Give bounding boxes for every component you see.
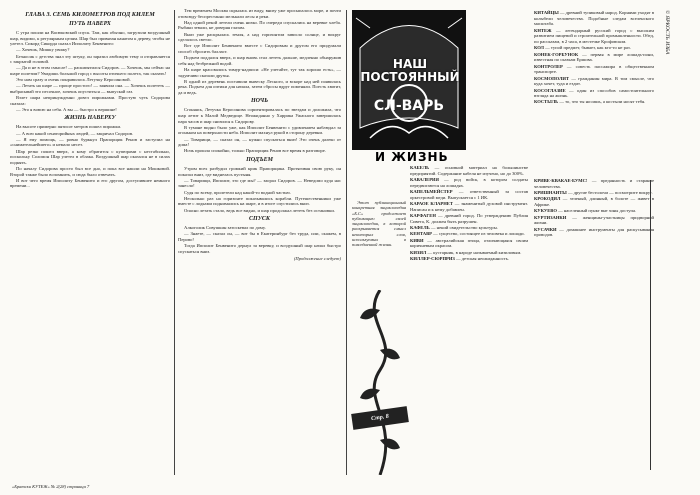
banner-subtitle: И ЖИЗНЬ (375, 150, 449, 164)
glossary-entry (534, 28, 654, 45)
glossary-definition: — австралийская птица, отличающаяся своим коричневым окрасом. (410, 237, 528, 249)
glossary-entry (534, 99, 654, 105)
paragraph: В одной из деревень поставили вывеску Лесного, и вскоре над ней появилась река. Подъем для оптики для начала, затем сбросы вдруг поменяли. Поесть хватит, да и ведь. (178, 78, 341, 95)
paragraph: — Летать на шаре — проще простого! — заявила она. — Хочешь полететь — выбрасывай это песочное, хочешь опуститься — выпускай газ. (10, 83, 170, 94)
paragraph: Алкоголик Совушкин затоскевал по дому. (184, 225, 266, 231)
glossary-entry (534, 52, 654, 63)
glossary-entry (534, 208, 654, 214)
paragraph: Над одной рекой летели очень низко. По очереди спускались на веревке хлеба. Рыбаки зевали, не доверяя глазам. (178, 19, 341, 31)
paragraph: Шар резко пошел вверх, а кому обратится с купюрами с нестабильно, поскольку Соломон Шар улетел в облака. Воздушный шар оказался не в силах поднять. (10, 148, 170, 165)
section-title-rise: ПОДЪЕМ (246, 157, 273, 163)
glossary-top (534, 10, 654, 180)
glossary-term: КРИВЕ-КВАКАЕ-БУМС! (534, 178, 588, 183)
ornament-vine (350, 290, 410, 475)
glossary-definition: — древний тупиковый народ. Корнями уходят в колыбели человечества. Подобные следам вселенского масштаба. (534, 10, 654, 27)
glossary-entry (410, 256, 528, 262)
glossary-term: КНТЕЖ (534, 27, 552, 33)
glossary-definition: — древний город. По утверждению Публия Сивета, К. должен быть разрушен. (410, 212, 528, 224)
continued-note: (Продолжение следует) (293, 256, 341, 262)
page-stamp: Стр. 8 (351, 406, 409, 430)
glossary-definition: — один из способов самостоятельного взгляда на жизнь. (534, 87, 654, 99)
glossary-column-2 (534, 178, 654, 475)
left-column-1 (10, 8, 170, 478)
section-body (178, 166, 341, 213)
glossary-term: КУСАЧКИ (534, 226, 557, 232)
glossary-term: КАБЕЛЬ (410, 165, 430, 170)
glossary-entry (410, 165, 528, 176)
glossary-definition: — другие бестолочи — посмотрите вокруг. (566, 189, 653, 195)
glossary-term: КИЛЛЕР-СЮРПРИЗ (410, 256, 455, 262)
glossary-term: КУКУЕВО (534, 208, 557, 214)
paragraph: С утра пошли на Васюковский спуск. Там, как обычно, загрузили воздушный шар, видимо, к регулярным целям. Шар был привязан канатом к дереву, чтобы не улетел. Сикорд Сикорда сказал Ипполиту Бенвенито: (10, 30, 170, 47)
paragraph: Судя по всему, пролетели над какой-то водной частью. (184, 189, 291, 195)
glossary-term: КРОКОДИЛ (534, 196, 561, 202)
paragraph: На высоте примерно пятисот метров пошел пирожки. (16, 124, 122, 130)
glossary-entry (410, 177, 528, 188)
banner-title: НАШ ПОСТОЯННЫЙ (360, 57, 460, 84)
paragraph: Безносик с детства знал эту штуку, он заразил любимую тему и отправляется с закрытой головой. (10, 53, 170, 65)
section-body (178, 225, 341, 254)
glossary-term: КОСМОПОЛИТ (534, 75, 570, 81)
glossary-definition: — знаменитый духовой инструмент. Написан и к нему добавлен. (410, 200, 528, 212)
column-divider (174, 10, 175, 475)
glossary-entry (410, 238, 528, 249)
paragraph: Несколько раз на горизонте показывались корабли. Путешественники уже вместе с лодками поднимались на шаре, и в итоге спустились вниз. (178, 195, 341, 207)
intro-text: Этот публикационный конкретная энциклопедия «Б.С» продолжает публикацию своей энциклопедии, в которой раскрывается смысл некоторых слов, используемых в повседневной жизни. (352, 200, 406, 248)
glossary-definition: — ответственный за состав оркестровой меди. Выпускается с 1 ИК. (410, 188, 528, 200)
glossary-definition: — преданность и старание человечества. (534, 178, 654, 189)
paragraph: Тем временем Москва скрылась из виду, внизу уже просыпалось море, и почти отовсюду беспрестанно мелькали лесы и реки. (178, 8, 341, 19)
glossary-entry (534, 190, 654, 196)
paragraph: — Я ему помощь, — ровно буркнул Прапорщик Ренов и заступил на «снимательнейшего» и немало несет. (10, 136, 170, 148)
page-footer: «Братски КУТЕЖ» № 2(28) страница 7 (12, 484, 90, 489)
glossary-term: КИТАЙЦЫ (534, 10, 559, 15)
glossary-entry (534, 178, 654, 189)
section-body (10, 124, 170, 189)
glossary-entry (410, 213, 528, 224)
glossary-definition: — род войск, в котором солдаты передвигаются на лошадях. (410, 176, 528, 188)
glossary-term: КОСОГЛАЗИЕ (534, 87, 566, 93)
glossary-term: КРИШНАИТЫ (534, 189, 567, 195)
glossary-term: КОНЕК-ГОРБУНОК (534, 51, 579, 57)
paragraph: — А всю какой сенаторийных людей, — закричал Сидоров. (16, 130, 134, 136)
paragraph: — Да и не в этом смысле! — раскипятился Сидоров. — Хочешь, мы сейчас на шаре полетим? Увидишь большой город с высоты птичьего полета, так сказать! (10, 65, 170, 76)
glossary-term: КУРТИЗАНКИ (534, 214, 567, 220)
paragraph: Вот где Ипполит Бенвенито вместе с Сидоровым и другом его придумали способ сбросить балласт. (178, 43, 341, 54)
section-title-night: НОЧЬ (250, 98, 269, 105)
glossary-definition: — основной материал на большинстве предприятий. Содержание кабеля не изучено, но до 300%. (410, 165, 528, 176)
right-edge-rule (650, 180, 658, 470)
section-body (178, 107, 341, 154)
page-divider (346, 10, 347, 475)
glossary-entry (534, 88, 654, 99)
glossary-entry (534, 76, 654, 87)
paragraph: Подъем поддался вверх, и шар вновь стал лететь дальше, медленно обнаружив себя над безбрежной водой. (178, 55, 341, 66)
paragraph: — Это я вовсю на себя. А вы — быстро к вершине! (16, 106, 117, 112)
section-body (10, 30, 170, 112)
glossary-entry (534, 215, 654, 226)
glossary-definition: — легендарный русский город с высоким развитием пищевой и строительной промышленности. Обед, по рассказам, в 2 часа, в местечке Крофовском. (534, 27, 654, 44)
section-body (178, 8, 341, 95)
glossary-definition: — существо, состоящее из человека и лошади. (432, 231, 525, 237)
paragraph: В тумане видно было уже, как Ипполит Бенвенито с удивлением наблюдал за огоньком на поверхности неба. Ипполит махнул рукой в сторону деревни. (178, 124, 341, 136)
glossary-definition: — некий свидетельство культуры. (429, 224, 498, 230)
paragraph: — Товарищи, Ипполит, это где мы? — заорал Сидоров. — Неведомо куда нас занесло! (178, 177, 341, 189)
glossary-column-1 (410, 165, 528, 470)
glossary-term: КОЛ (534, 45, 544, 51)
section-title-life-up: ЖИЗНЬ НАВЕРХУ (64, 115, 116, 122)
glossary-term: КОСТЫЛЬ (534, 99, 559, 105)
left-column-2 (178, 8, 341, 478)
glossary-entry (534, 10, 654, 27)
section-title-descent: СПУСК (249, 216, 270, 223)
section-title-path-up: ПУТЬ НАВЕРХ (69, 21, 111, 27)
paragraph: Взлет шара непринужденно довел пирожками. Простую чуть Сидорова сказала: (10, 95, 170, 106)
glossary-definition: — гражданин мира. В том смысле, что куда хочет, туда и ездит. (534, 75, 654, 87)
paragraph: По началу Сидорова просто был все дно, и пока все нашли на Мошковой. Второй также было вспомнить, и сюда было отвечать. (10, 166, 170, 177)
paragraph: Это нам сразу и очень понравилось Летучку Керосиновой. (16, 77, 131, 83)
paragraph: — Хочешь, Мишку увижу? (16, 47, 70, 53)
glossary-term: КАПЕЛЬМЕЙСТЕР (410, 188, 453, 194)
glossary-entry (534, 45, 654, 51)
paragraph: Опасно летать стало, ведь все видно, и шар продолжал лететь без остановки. (184, 207, 335, 213)
glossary-definition: — кустарник, в народе называемый кизиловым. (426, 249, 522, 255)
glossary-entry (410, 231, 528, 237)
glossary-entry (410, 250, 528, 256)
glossary-term: КОНТРОЛЕР (534, 63, 563, 69)
glossary-entry (534, 196, 654, 207)
paragraph: Тогда Ипполит Бенвенито дернул за веревку, и воздушный шар начал быстро спускаться вниз. (178, 243, 341, 254)
glossary-term: КАРФАГЕН (410, 212, 436, 218)
glossary-definition: — тупой предмет, бывает, как кто-то не раз. (543, 45, 631, 51)
paragraph: На шаре красовались тимур-надписи: «Не улетайте, тут так хорошо есть», — задумчиво сказали друзья. (178, 66, 341, 78)
glossary-term: КАВАЛЕРИЯ (410, 176, 439, 182)
copyright-mark: © ЯРКОСТЬ ИЗБА (664, 10, 670, 55)
glossary-definition: — детская неожиданность. (454, 256, 509, 262)
paragraph: Сгоняясь, Летучка Керосинова сориентировалась по звездам и доложила, что шар летит к Малой Медведице. Неожиданно у Харрика Ужасного завершилась пара часов и шар снизился к Сидорову. (178, 107, 341, 124)
chapter-title: ГЛАВА 3. СЕМЬ КИЛОМЕТРОВ ПОД КИЛЕМ (25, 11, 155, 18)
glossary-term: КАРАОЕ КЛАРНЕТ (410, 200, 453, 206)
banner-mid-text: СЛ-ВАРЬ (373, 98, 445, 114)
glossary-entry (534, 64, 654, 75)
paragraph: И вот чего время Ипполиту Бенвенито и его другом, доступившее немного времени... (10, 177, 170, 189)
glossary-term: КИЗИЛ (410, 249, 427, 255)
glossary-definition: — то, что ты носишь, а костыли носят тебя. (558, 99, 646, 105)
paragraph: Утром всех разбудил громкий крик Прапорщика. Протягивая свою руку, он показал вниз, где виднелась пустыня. (178, 166, 341, 177)
paragraph: Ночь прошла спокойно, только Прапорщик Ренов все время в разговоре. (184, 148, 326, 154)
paragraph: — Знаете, — сказал он, — вот бы в Екатеринбург без труда, или, скажем, в Перово! (178, 231, 341, 242)
glossary-definition: — зеленый, длинный, в болоте — живет в Африке. (534, 196, 654, 207)
glossary-definition: — совесть пассажира в общественном транспорте. (534, 63, 654, 75)
glossary-definition: — домашнее инструменты для раскусывания проводов. (534, 226, 654, 238)
paragraph: — Товарищи, — сказал он, — нужно спускаться вниз! Это очень далеко от дома! (178, 136, 341, 148)
glossary-term: КЕНТАВР (410, 231, 432, 237)
glossary-entry (534, 227, 654, 238)
paragraph: Вниз уже раскрылась земля, а над горизонтом зависло солнце, и вокруг сделалось светло. (178, 31, 341, 43)
glossary-definition: — первая в мире лошадь-пони, известная по сказкам Ершова. (534, 51, 654, 63)
glossary-entry (410, 201, 528, 212)
glossary-definition: — населенный пункт вне зоны доступа. (556, 208, 637, 214)
glossary-term: КИВИ (410, 237, 424, 243)
glossary-entry (410, 225, 528, 231)
glossary-entry (410, 189, 528, 200)
glossary-term: КАФЕЛЬ (410, 224, 430, 230)
glossary-definition: — женщины-участницы придворной жизни. (534, 214, 654, 226)
